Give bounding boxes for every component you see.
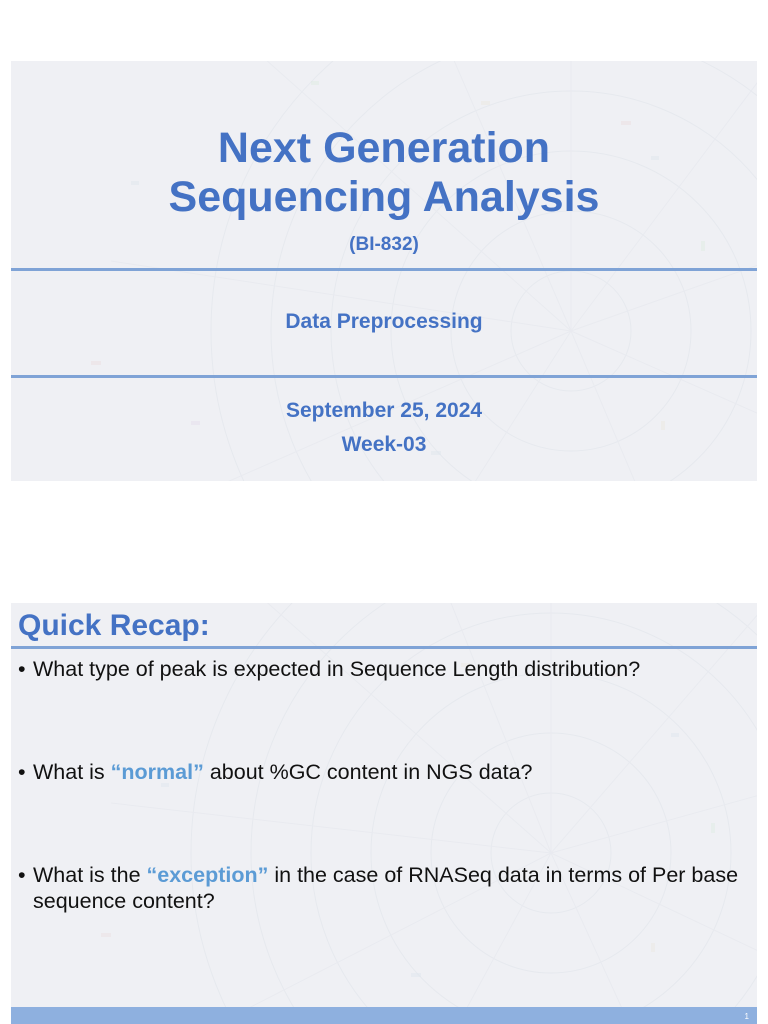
lecture-week: Week-03 xyxy=(341,433,427,456)
bullet-3 xyxy=(18,862,748,914)
page-number: 1 xyxy=(744,1012,749,1021)
bullet-text-post: about %GC content in NGS data? xyxy=(203,760,533,784)
title-underline xyxy=(11,646,757,649)
bullet-text-pre: What is the xyxy=(33,863,147,887)
topic-title: Data Preprocessing xyxy=(285,310,483,333)
recap-slide xyxy=(11,603,757,1024)
title-slide xyxy=(11,61,757,481)
bullet-text-post: in the case of RNASeq data in terms of Per base sequence content? xyxy=(33,863,739,913)
bullet-dot: • xyxy=(18,657,26,681)
title-line-1: Next Generation xyxy=(217,124,551,172)
highlight-normal: “normal” xyxy=(110,760,204,784)
recap-title: Quick Recap: xyxy=(18,609,210,642)
divider-bottom xyxy=(11,375,757,378)
bullet-2 xyxy=(18,759,748,785)
bullet-dot: • xyxy=(18,760,26,784)
bullet-dot: • xyxy=(18,863,26,887)
divider-top xyxy=(11,268,757,271)
lecture-date: September 25, 2024 xyxy=(285,399,483,422)
course-code: (BI-832) xyxy=(349,234,419,255)
footer-bar xyxy=(11,1007,757,1024)
highlight-exception: “exception” xyxy=(146,863,269,887)
bullet-text-pre: What is xyxy=(33,760,111,784)
slide-title xyxy=(11,124,757,222)
title-line-2: Sequencing Analysis xyxy=(168,173,600,221)
bullet-1 xyxy=(18,656,748,682)
bullet-text: What type of peak is expected in Sequence Length distribution? xyxy=(33,657,641,681)
